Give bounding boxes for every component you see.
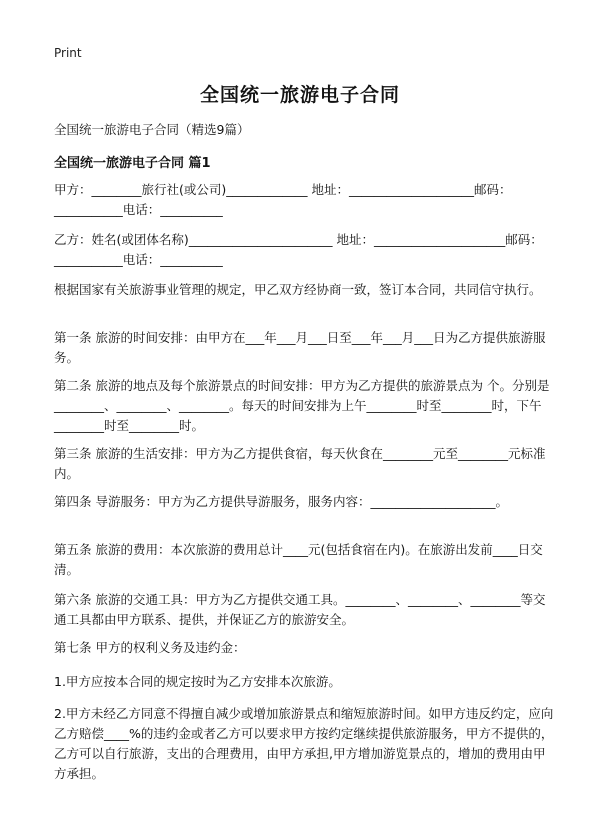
- document-title: 全国统一旅游电子合同: [199, 84, 400, 106]
- article-6-paragraph: 第六条 旅游的交通工具：甲方为乙方提供交通工具。________、________、________等交通工具都由甲方联系、提供，并保证乙方的旅游安全。: [54, 592, 546, 627]
- article-5-paragraph: 第五条 旅游的费用：本次旅游的费用总计____元(包括食宿在内)。在旅游出发前____日交清。: [54, 542, 543, 577]
- article-2-paragraph: 第二条 旅游的地点及每个旅游景点的时间安排：甲方为乙方提供的旅游景点为 个。分别是________、________、________。每天的时间安排为上午________时至________时，下午________时至________时。: [54, 378, 550, 433]
- article-4-paragraph: 第四条 导游服务：甲方为乙方提供导游服务，服务内容：____________________。: [54, 494, 508, 509]
- preamble-paragraph: 根据国家有关旅游事业管理的规定，甲乙双方经协商一致，签订本合同，共同信守执行。: [54, 282, 542, 297]
- article-7-item-1: 1.甲方应按本合同的规定按时为乙方安排本次旅游。: [54, 674, 341, 689]
- party-a-info: 甲方：________旅行社(或公司)_____________ 地址：____________________邮码：___________电话：__________: [54, 182, 512, 217]
- article-3-paragraph: 第三条 旅游的生活安排：甲方为乙方提供食宿，每天伙食在________元至________元标准内。: [54, 446, 546, 481]
- article-7-item-2: 2.甲方未经乙方同意不得擅自减少或增加旅游景点和缩短旅游时间。如甲方违反约定，应向乙方赔偿____%的违约金或者乙方可以要求甲方按约定继续提供旅游服务，甲方不提供的，乙方可以自行旅游，支出的合理费用，由甲方承担,甲方增加游览景点的，增加的费用由甲方承担。: [54, 706, 554, 781]
- article-1-paragraph: 第一条 旅游的时间安排：由甲方在___年___月___日至___年___月___日为乙方提供旅游服务。: [54, 330, 546, 365]
- document-subtitle: 全国统一旅游电子合同（精选9篇）: [54, 122, 250, 137]
- party-b-info: 乙方：姓名(或团体名称)_______________________ 地址：_____________________邮码：___________电话：__________: [54, 232, 543, 267]
- section-heading: 全国统一旅游电子合同 篇1: [54, 156, 211, 171]
- print-link[interactable]: Print: [54, 46, 82, 60]
- article-7-heading: 第七条 甲方的权利义务及违约金：: [54, 640, 246, 655]
